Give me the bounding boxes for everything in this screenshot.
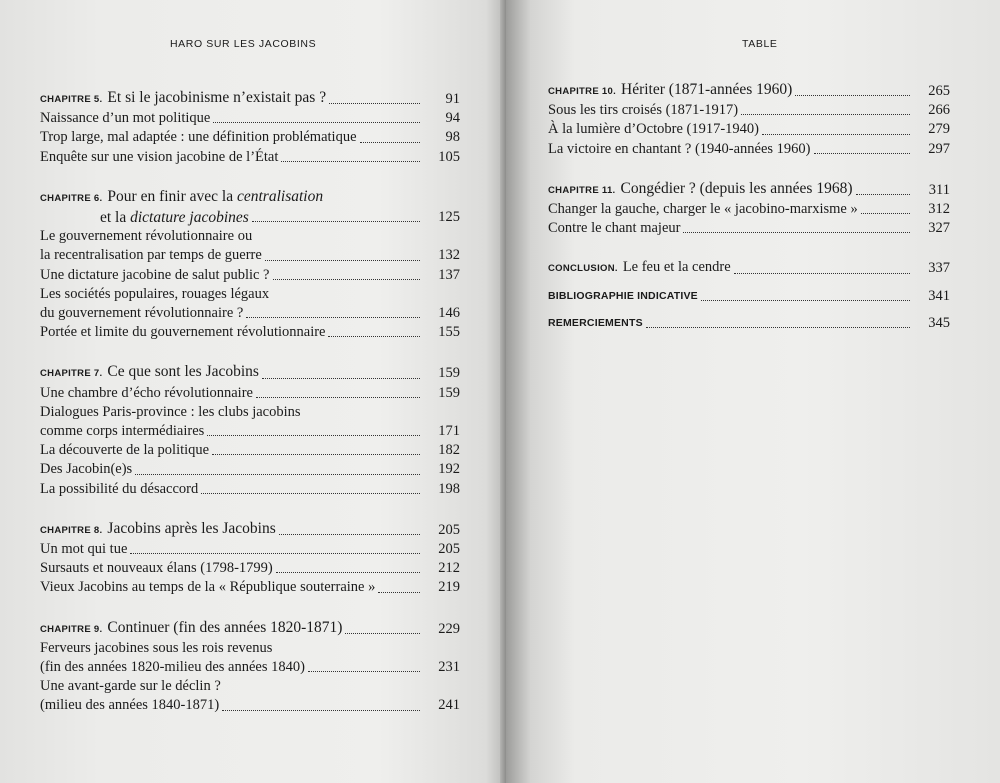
bibliography-entry [548, 287, 950, 306]
chapter-5-group [40, 88, 460, 167]
chapter-7-heading [40, 362, 460, 383]
toc-entry [40, 460, 460, 479]
dot-leader [222, 710, 420, 711]
toc-entry [40, 285, 460, 304]
page-number: 311 [928, 181, 950, 198]
toc-entry [40, 480, 460, 499]
chapter-7-group [40, 362, 460, 498]
page-number: 219 [438, 579, 460, 596]
chapter-9-heading [40, 618, 460, 639]
toc-entry [548, 120, 950, 139]
page-number: 159 [438, 384, 460, 401]
chapter-11-group [548, 179, 950, 239]
chapter-11-heading [548, 179, 950, 200]
chapter-6-group [40, 187, 460, 343]
page-number: 137 [438, 266, 460, 283]
page-number: 241 [438, 697, 460, 714]
dot-leader [252, 221, 420, 222]
page-number: 266 [928, 102, 950, 119]
entry-text: comme corps intermédiaires [40, 423, 205, 440]
page-number: 155 [438, 324, 460, 341]
running-head-left: HARO SUR LES JACOBINS [170, 38, 317, 50]
entry-text: Naissance d’un mot politique [40, 110, 211, 127]
acknowledgements-label: REMERCIEMENTS [548, 316, 643, 329]
dot-leader [856, 194, 911, 195]
dot-leader [265, 260, 420, 261]
chapter-title: Pour en finir avec la [107, 187, 237, 205]
dot-leader [213, 122, 420, 123]
bibliography-group [548, 287, 950, 306]
toc-entry [40, 696, 460, 715]
conclusion-label: CONCLUSION. [548, 263, 618, 275]
page-number: 345 [928, 314, 950, 331]
chapter-8-group [40, 519, 460, 598]
entry-text: Sursauts et nouveaux élans (1798-1799) [40, 560, 273, 577]
dot-leader [360, 142, 420, 143]
toc-entry [40, 540, 460, 559]
chapter-title: Continuer (fin des années 1820-1871) [107, 618, 343, 636]
conclusion-group [548, 258, 950, 278]
chapter-title: Congédier ? (depuis les années 1968) [620, 179, 853, 197]
chapter-title-italic: centralisation [236, 187, 324, 205]
chapter-9-group [40, 618, 460, 716]
chapter-label: CHAPITRE 8. [40, 524, 103, 536]
page-number: 159 [438, 365, 460, 382]
toc-entry [548, 140, 950, 159]
dot-leader [683, 232, 910, 233]
dot-leader [814, 153, 910, 154]
entry-text: du gouvernement révolutionnaire ? [40, 305, 244, 322]
chapter-8-heading [40, 519, 460, 540]
chapter-6-heading-line2 [40, 208, 460, 227]
entry-text: La possibilité du désaccord [40, 480, 199, 497]
entry-text: Un mot qui tue [40, 541, 128, 558]
entry-text: Une avant-garde sur le déclin ? [40, 678, 221, 695]
chapter-title: Ce que sont les Jacobins [107, 363, 259, 381]
chapter-10-heading [548, 80, 950, 101]
toc-entry [40, 559, 460, 578]
dot-leader [130, 553, 420, 554]
conclusion-title: Le feu et la cendre [622, 259, 731, 276]
page-number: 327 [928, 220, 950, 237]
toc-entry [40, 658, 460, 677]
toc-entry [548, 101, 950, 120]
toc-entry [40, 227, 460, 246]
dot-leader [795, 95, 910, 96]
toc-entry [40, 128, 460, 147]
dot-leader [279, 534, 420, 535]
entry-text: À la lumière d’Octobre (1917-1940) [548, 121, 759, 138]
dot-leader [861, 213, 910, 214]
toc-entry [40, 403, 460, 422]
dot-leader [329, 103, 420, 104]
dot-leader [276, 572, 420, 573]
toc-entry [40, 109, 460, 128]
dot-leader [281, 161, 420, 162]
chapter-label: CHAPITRE 9. [40, 623, 103, 635]
entry-text: Des Jacobin(e)s [40, 461, 133, 478]
chapter-10-group [548, 80, 950, 159]
toc-entry [40, 148, 460, 167]
chapter-6-heading-line1 [40, 187, 460, 208]
chapter-title: Jacobins après les Jacobins [107, 519, 276, 537]
dot-leader [262, 378, 420, 379]
toc-entry [40, 578, 460, 597]
dot-leader [741, 114, 910, 115]
chapter-label: CHAPITRE 5. [40, 94, 103, 105]
toc-entry [40, 677, 460, 696]
page-number: 205 [438, 521, 460, 538]
entry-text: la recentralisation par temps de guerre [40, 247, 262, 264]
dot-leader [207, 435, 420, 436]
page-number: 132 [438, 247, 460, 264]
page-number: 146 [438, 305, 460, 322]
toc-entry [548, 200, 950, 219]
page-number: 312 [928, 201, 950, 218]
right-page [506, 0, 1000, 783]
chapter-5-heading [40, 88, 460, 109]
page-number: 94 [445, 110, 460, 127]
entry-text: Trop large, mal adaptée : une définition problématique [40, 129, 357, 146]
entry-text: Les sociétés populaires, rouages légaux [40, 285, 270, 302]
toc-right [548, 80, 950, 341]
acknowledgements-group [548, 314, 950, 333]
page-number: 229 [438, 620, 460, 637]
page-number: 192 [438, 461, 460, 478]
toc-entry [40, 639, 460, 658]
running-head-right: TABLE [742, 38, 778, 50]
entry-text: Changer la gauche, charger le « jacobino-marxisme » [548, 201, 858, 218]
conclusion-entry [548, 258, 950, 278]
toc-entry [40, 246, 460, 265]
page-number: 125 [438, 209, 460, 226]
entry-text: Une chambre d’écho révolutionnaire [40, 384, 253, 401]
dot-leader [212, 454, 420, 455]
entry-text: Portée et limite du gouvernement révolutionnaire [40, 324, 326, 341]
page-number: 297 [928, 140, 950, 157]
page-number: 265 [928, 83, 950, 99]
dot-leader [273, 279, 421, 280]
page-number: 337 [928, 260, 950, 277]
bibliography-label: BIBLIOGRAPHIE INDICATIVE [548, 289, 698, 302]
dot-leader [246, 317, 420, 318]
dot-leader [701, 300, 910, 301]
dot-leader [762, 134, 910, 135]
page-number: 171 [438, 423, 460, 440]
page-number: 198 [438, 480, 460, 497]
page-number: 212 [438, 560, 460, 577]
page-number: 182 [438, 442, 460, 459]
page-number: 205 [438, 541, 460, 558]
chapter-title-italic: dictature jacobines [130, 209, 249, 227]
page-number: 341 [928, 287, 950, 304]
chapter-label: CHAPITRE 6. [40, 192, 103, 204]
dot-leader [256, 397, 420, 398]
dot-leader [308, 671, 420, 672]
entry-text: Sous les tirs croisés (1871-1917) [548, 102, 739, 119]
entry-text: (fin des années 1820-milieu des années 1840) [40, 659, 305, 676]
toc-entry [40, 422, 460, 441]
toc-entry [40, 441, 460, 460]
dot-leader [734, 273, 910, 274]
page-number: 98 [445, 129, 460, 146]
chapter-title: Et si le jacobinisme n’existait pas ? [107, 89, 327, 106]
chapter-label: CHAPITRE 10. [548, 86, 617, 97]
entry-text: Vieux Jacobins au temps de la « République souterraine » [40, 579, 376, 596]
chapter-title: et la [100, 209, 131, 227]
chapter-title: Hériter (1871-années 1960) [621, 81, 793, 98]
dot-leader [135, 474, 420, 475]
dot-leader [378, 592, 420, 593]
page-number: 91 [445, 91, 460, 107]
entry-text: Enquête sur une vision jacobine de l’État [40, 148, 279, 165]
toc-entry [40, 266, 460, 285]
dot-leader [345, 633, 420, 634]
entry-text: Dialogues Paris-province : les clubs jacobins [40, 403, 301, 420]
entry-text: (milieu des années 1840-1871) [40, 697, 220, 714]
acknowledgements-entry [548, 314, 950, 333]
toc-entry [548, 219, 950, 238]
dot-leader [646, 327, 910, 328]
entry-text: Une dictature jacobine de salut public ? [40, 266, 270, 283]
page-number: 279 [928, 121, 950, 138]
entry-text: Ferveurs jacobines sous les rois revenus [40, 639, 273, 656]
entry-text: La découverte de la politique [40, 442, 210, 459]
toc-entry [40, 384, 460, 403]
toc-left [40, 88, 460, 736]
page-number: 231 [438, 659, 460, 676]
toc-entry [40, 323, 460, 342]
entry-text: Contre le chant majeur [548, 220, 681, 237]
entry-text: La victoire en chantant ? (1940-années 1960) [548, 140, 811, 157]
dot-leader [201, 493, 420, 494]
dot-leader [328, 336, 420, 337]
chapter-label: CHAPITRE 7. [40, 368, 103, 380]
page-number: 105 [438, 148, 460, 165]
toc-entry [40, 304, 460, 323]
chapter-label: CHAPITRE 11. [548, 184, 616, 196]
entry-text: Le gouvernement révolutionnaire ou [40, 228, 253, 245]
